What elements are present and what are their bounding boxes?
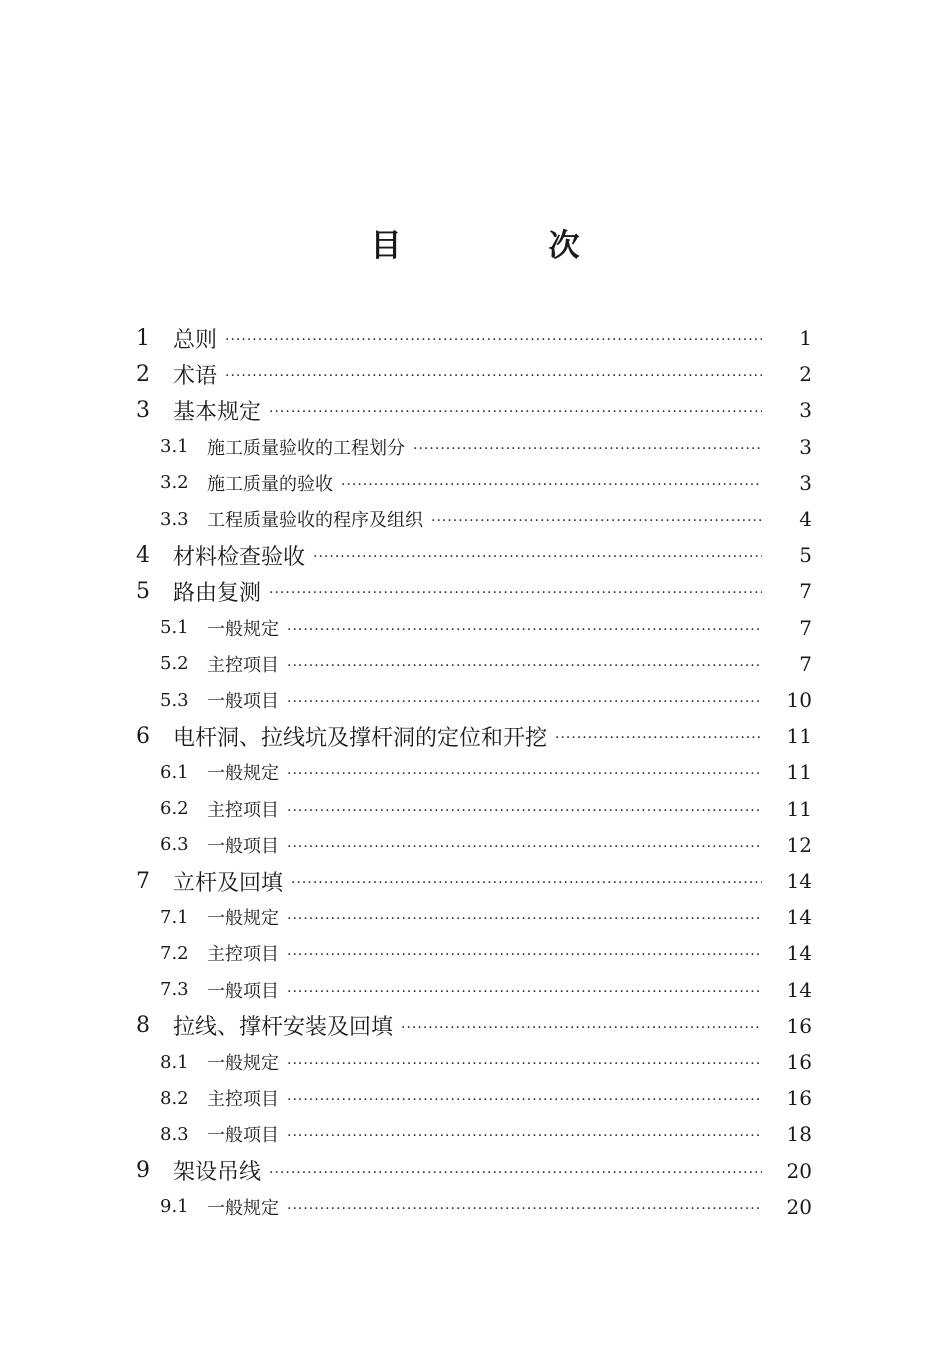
toc-entry-title: 一般项目 xyxy=(207,1125,279,1147)
toc-entry-number: 8 xyxy=(136,1013,150,1039)
page-title: 目 次 xyxy=(370,228,638,264)
toc-entry-title: 一般规定 xyxy=(207,1197,279,1219)
toc-entry-number: 5.3 xyxy=(160,689,189,711)
toc-chapter-entry[interactable] xyxy=(0,863,812,899)
dot-leader xyxy=(401,1008,762,1044)
toc-entry-page-number: 16 xyxy=(786,1086,812,1111)
dot-leader xyxy=(287,682,762,718)
toc-section-entry[interactable] xyxy=(0,465,812,501)
toc-section-entry[interactable] xyxy=(0,682,812,718)
toc-entry-number: 1 xyxy=(136,325,150,351)
dot-leader xyxy=(269,1153,762,1189)
toc-chapter-entry[interactable] xyxy=(0,537,812,573)
toc-entry-number: 6.1 xyxy=(160,761,189,783)
toc-entry-page-number: 11 xyxy=(786,760,812,785)
dot-leader xyxy=(287,899,762,935)
dot-leader xyxy=(287,646,762,682)
toc-section-entry[interactable] xyxy=(0,646,812,682)
toc-section-entry[interactable] xyxy=(0,1189,812,1225)
dot-leader xyxy=(287,1116,762,1152)
toc-section-entry[interactable] xyxy=(0,899,812,935)
toc-entry-page-number: 7 xyxy=(799,651,812,676)
toc-entry-title: 一般规定 xyxy=(207,763,279,785)
dot-leader xyxy=(555,718,762,754)
toc-entry-number: 6 xyxy=(136,723,150,749)
dot-leader xyxy=(225,320,762,356)
toc-entry-title: 一般规定 xyxy=(207,618,279,640)
dot-leader xyxy=(287,935,762,971)
toc-entry-title: 一般项目 xyxy=(207,980,279,1002)
toc-section-entry[interactable] xyxy=(0,827,812,863)
toc-entry-title: 主控项目 xyxy=(207,654,279,676)
toc-entry-title: 施工质量的验收 xyxy=(207,473,333,495)
toc-entry-number: 6.2 xyxy=(160,798,189,820)
toc-entry-number: 8.3 xyxy=(160,1123,189,1145)
dot-leader xyxy=(287,610,762,646)
dot-leader xyxy=(287,1044,762,1080)
toc-entry-title: 工程质量验收的程序及组织 xyxy=(207,510,423,531)
toc-entry-number: 5.1 xyxy=(160,617,189,639)
dot-leader xyxy=(313,537,762,573)
toc-chapter-entry[interactable] xyxy=(0,573,812,609)
dot-leader xyxy=(341,465,762,501)
dot-leader xyxy=(287,791,762,827)
dot-leader xyxy=(287,1189,762,1225)
toc-chapter-entry[interactable] xyxy=(0,392,812,428)
toc-entry-page-number: 14 xyxy=(786,977,812,1002)
toc-entry-page-number: 7 xyxy=(799,615,812,640)
toc-entry-title: 一般项目 xyxy=(207,835,279,857)
toc-section-entry[interactable] xyxy=(0,972,812,1008)
toc-section-entry[interactable] xyxy=(0,791,812,827)
toc-entry-page-number: 12 xyxy=(786,832,812,857)
toc-entry-page-number: 18 xyxy=(786,1122,812,1147)
dot-leader xyxy=(431,501,762,537)
toc-entry-title: 术语 xyxy=(173,363,218,389)
toc-section-entry[interactable] xyxy=(0,610,812,646)
toc-chapter-entry[interactable] xyxy=(0,1008,812,1044)
toc-entry-title: 电杆洞、拉线坑及撑杆洞的定位和开挖 xyxy=(173,725,548,751)
toc-entry-number: 6.3 xyxy=(160,834,189,856)
toc-entry-title: 材料检查验收 xyxy=(173,544,306,570)
toc-entry-title: 一般规定 xyxy=(207,1053,279,1074)
toc-entry-number: 3.1 xyxy=(160,436,189,458)
toc-entry-page-number: 11 xyxy=(786,796,812,821)
toc-entry-page-number: 11 xyxy=(786,724,812,749)
toc-entry-page-number: 2 xyxy=(799,362,812,387)
toc-entry-page-number: 16 xyxy=(786,1050,812,1074)
toc-section-entry[interactable] xyxy=(0,1116,812,1152)
toc-entry-title: 施工质量验收的工程划分 xyxy=(207,437,405,459)
dot-leader xyxy=(269,392,762,428)
toc-entry-number: 2 xyxy=(136,361,150,387)
toc-entry-title: 拉线、撑杆安装及回填 xyxy=(173,1015,394,1041)
dot-leader xyxy=(287,972,762,1008)
toc-entry-page-number: 20 xyxy=(786,1158,812,1183)
dot-leader xyxy=(287,754,762,790)
dot-leader xyxy=(269,573,762,609)
toc-entry-number: 7.3 xyxy=(160,979,189,1001)
toc-entry-number: 3.3 xyxy=(160,508,189,530)
toc-entry-number: 9.1 xyxy=(160,1196,189,1218)
toc-entry-title: 主控项目 xyxy=(207,799,279,821)
toc-entry-number: 9 xyxy=(136,1158,150,1184)
dot-leader xyxy=(291,863,762,899)
toc-entry-number: 3.2 xyxy=(160,472,189,494)
toc-section-entry[interactable] xyxy=(0,935,812,971)
toc-entry-number: 8.1 xyxy=(160,1051,189,1073)
toc-entry-number: 7.1 xyxy=(160,906,189,928)
toc-entry-number: 4 xyxy=(136,542,150,568)
toc-entry-number: 5.2 xyxy=(160,653,189,675)
toc-section-entry[interactable] xyxy=(0,501,812,537)
toc-chapter-entry[interactable] xyxy=(0,320,812,356)
toc-entry-number: 5 xyxy=(136,578,150,604)
toc-entry-page-number: 3 xyxy=(799,470,812,495)
toc-entry-page-number: 14 xyxy=(786,905,812,930)
toc-chapter-entry[interactable] xyxy=(0,718,812,754)
toc-entry-page-number: 7 xyxy=(799,579,812,604)
toc-entry-page-number: 16 xyxy=(786,1013,812,1038)
toc-entry-page-number: 3 xyxy=(799,434,812,459)
toc-entry-title: 一般项目 xyxy=(207,691,279,712)
dot-leader xyxy=(287,1080,762,1116)
toc-chapter-entry[interactable] xyxy=(0,1153,812,1189)
toc-section-entry[interactable] xyxy=(0,754,812,790)
toc-entry-page-number: 20 xyxy=(786,1194,812,1219)
toc-entry-title: 基本规定 xyxy=(173,399,262,425)
dot-leader xyxy=(413,429,762,465)
toc-entry-title: 主控项目 xyxy=(207,944,279,966)
toc-entry-title: 架设吊线 xyxy=(173,1160,262,1186)
toc-entry-title: 主控项目 xyxy=(207,1089,279,1111)
toc-entry-page-number: 14 xyxy=(786,869,812,893)
toc-entry-page-number: 14 xyxy=(786,941,812,966)
toc-entry-page-number: 4 xyxy=(799,507,812,531)
toc-entry-number: 3 xyxy=(136,397,150,423)
toc-section-entry[interactable] xyxy=(0,1080,812,1116)
dot-leader xyxy=(225,356,762,392)
toc-entry-title: 路由复测 xyxy=(173,580,262,606)
toc-section-entry[interactable] xyxy=(0,429,812,465)
toc-entry-title: 一般规定 xyxy=(207,908,279,930)
toc-section-entry[interactable] xyxy=(0,1044,812,1080)
toc-chapter-entry[interactable] xyxy=(0,356,812,392)
toc-entry-page-number: 1 xyxy=(799,326,812,350)
toc-entry-number: 7.2 xyxy=(160,942,189,964)
dot-leader xyxy=(287,827,762,863)
toc-entry-page-number: 5 xyxy=(799,543,812,568)
toc-entry-number: 7 xyxy=(136,868,150,894)
toc-entry-page-number: 3 xyxy=(799,398,812,423)
toc-entry-title: 总则 xyxy=(173,327,218,353)
toc-entry-page-number: 10 xyxy=(786,688,812,712)
toc-entry-title: 立杆及回填 xyxy=(173,870,284,896)
toc-entry-number: 8.2 xyxy=(160,1087,189,1109)
